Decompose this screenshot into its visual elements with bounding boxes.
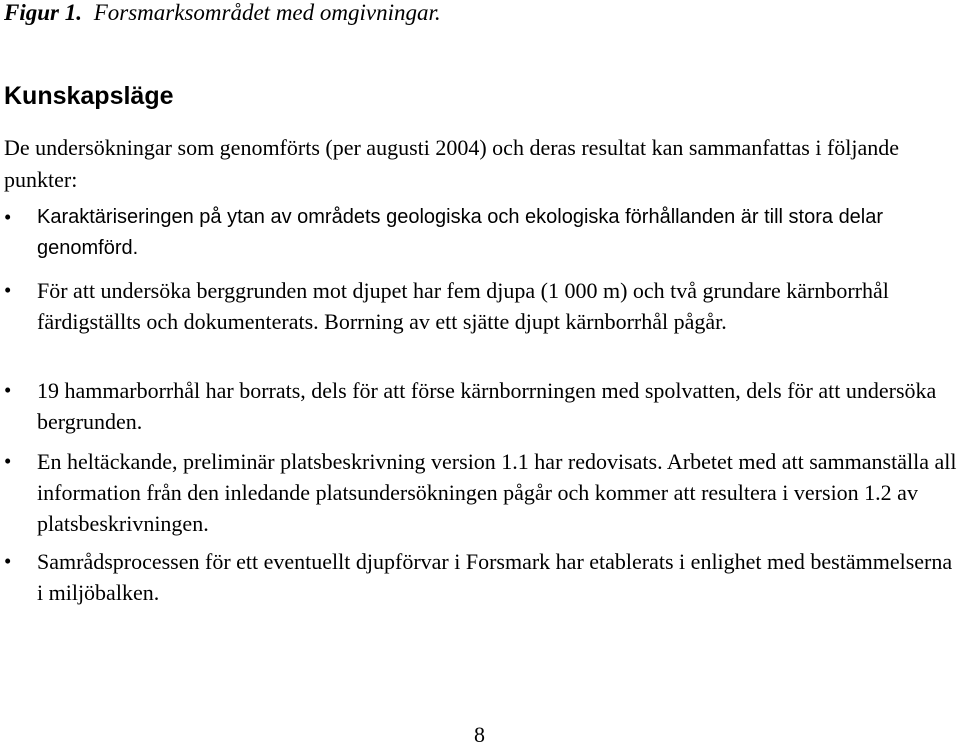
- list-item: [4, 446, 958, 539]
- list-item: [4, 375, 958, 437]
- bullet-icon: •: [4, 378, 12, 402]
- page-number: 8: [474, 722, 485, 747]
- list-item-text: En heltäckande, preliminär platsbeskrivning version 1.1 har redovisats. Arbetet med att sammanställa all information från den inledande platsundersökningen pågår och kommer att resultera i version 1.2 av platsbeskrivningen.: [37, 449, 957, 536]
- bullet-icon: •: [4, 449, 12, 473]
- section-heading: Kunskapsläge: [4, 82, 174, 110]
- list-item: [4, 275, 958, 337]
- figure-label: Figur 1.: [4, 0, 82, 25]
- list-item-text: Samrådsprocessen för ett eventuellt djupförvar i Forsmark har etablerats i enlighet med bestämmelserna i miljöbalken.: [37, 549, 953, 605]
- bullet-icon: •: [4, 278, 12, 302]
- list-item-text: 19 hammarborrhål har borrats, dels för att förse kärnborrningen med spolvatten, dels för att undersöka bergrunden.: [37, 378, 937, 434]
- list-item-text: Karaktäriseringen på ytan av områdets geologiska och ekologiska förhållanden är till stora delar genomförd.: [37, 206, 884, 259]
- list-item: [4, 202, 958, 264]
- figure-caption: [4, 0, 441, 26]
- list-item: [4, 546, 958, 608]
- intro-paragraph: De undersökningar som genomförts (per augusti 2004) och deras resultat kan sammanfattas i följande punkter:: [4, 135, 900, 192]
- figure-caption-text: Forsmarksområdet med omgivningar.: [93, 0, 441, 25]
- bullet-icon: •: [4, 205, 12, 229]
- list-item-text: För att undersöka berggrunden mot djupet har fem djupa (1 000 m) och två grundare kärnborrhål färdigställts och dokumenterats. Borrning av ett sjätte djupt kärnborrhål pågår.: [37, 278, 889, 334]
- bullet-icon: •: [4, 549, 12, 573]
